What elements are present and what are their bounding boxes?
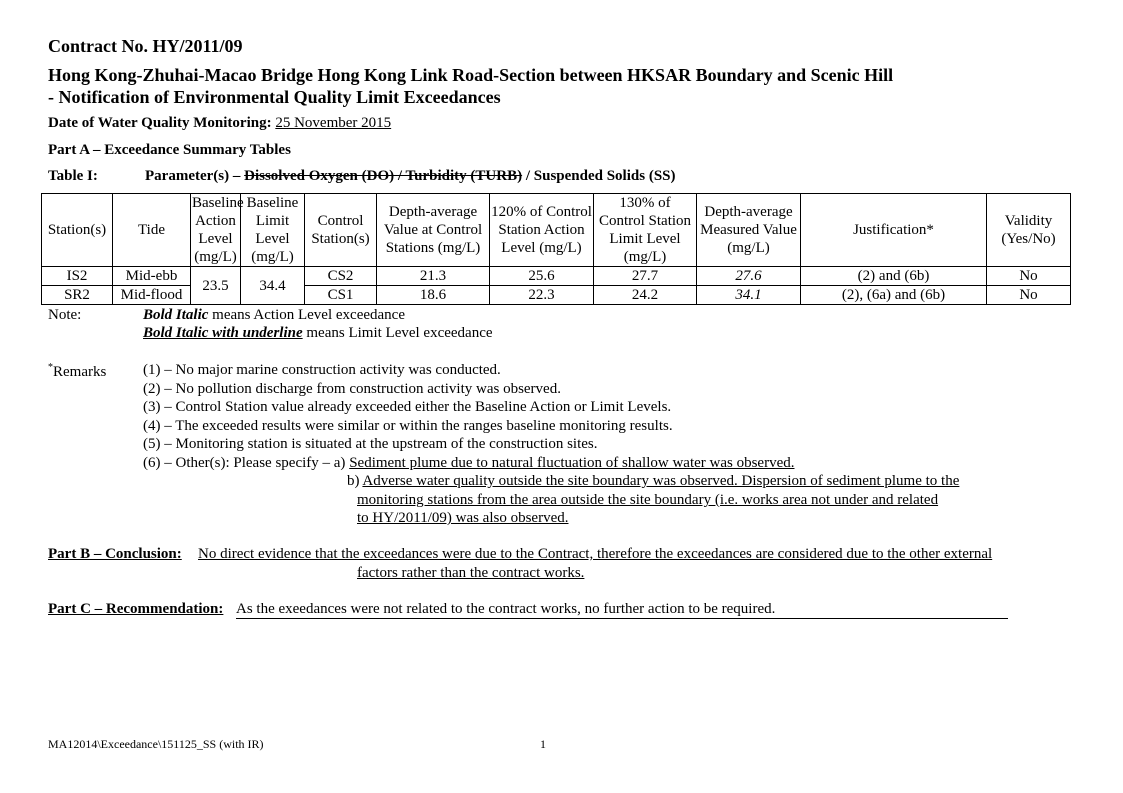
cell-baseline-action: 23.5 bbox=[191, 267, 241, 305]
part-c-recommendation: As the exeedances were not related to the contract works, no further action to be required. bbox=[236, 601, 1008, 619]
monitoring-date-label: Date of Water Quality Monitoring: bbox=[48, 115, 272, 131]
remark-5: (5) – Monitoring station is situated at the upstream of the construction sites. bbox=[143, 436, 598, 452]
cell-control-station: CS2 bbox=[305, 267, 377, 286]
note-label: Note: bbox=[48, 307, 82, 323]
exceedance-table bbox=[41, 193, 1071, 305]
part-b-conclusion-line2: factors rather than the contract works. bbox=[357, 565, 585, 581]
remark-4: (4) – The exceeded results were similar or within the ranges baseline monitoring results. bbox=[143, 418, 673, 434]
remarks-label bbox=[48, 362, 106, 381]
remark-3: (3) – Control Station value already exceeded either the Baseline Action or Limit Levels. bbox=[143, 399, 672, 415]
cell-measured-action-exceedance: 34.1 bbox=[697, 286, 801, 305]
cell-limit-130: 27.7 bbox=[594, 267, 697, 286]
header-control-value: Depth-average Value at Control Stations (mg/L) bbox=[377, 194, 490, 267]
monitoring-date-value: 25 November 2015 bbox=[275, 115, 392, 131]
cell-tide: Mid-ebb bbox=[113, 267, 191, 286]
header-station: Station(s) bbox=[42, 194, 113, 267]
cell-control-value: 18.6 bbox=[377, 286, 490, 305]
footer-file-reference: MA12014\Exceedance\151125_SS (with IR) bbox=[48, 737, 264, 751]
cell-station: IS2 bbox=[42, 267, 113, 286]
remark-6a: Sediment plume due to natural fluctuation of shallow water was observed. bbox=[349, 455, 795, 471]
table-label: Table I: bbox=[48, 168, 98, 184]
cell-limit-130: 24.2 bbox=[594, 286, 697, 305]
remark-1: (1) – No major marine construction activity was conducted. bbox=[143, 362, 501, 378]
header-limit-130: 130% of Control Station Limit Level (mg/L) bbox=[594, 194, 697, 267]
cell-action-120: 22.3 bbox=[490, 286, 594, 305]
note-action-text: means Action Level exceedance bbox=[208, 307, 405, 323]
page-number: 1 bbox=[540, 737, 546, 751]
part-b-label: Part B – Conclusion: bbox=[48, 546, 182, 562]
table-header-row bbox=[42, 194, 1071, 267]
table-caption bbox=[145, 168, 676, 185]
header-control-station: Control Station(s) bbox=[305, 194, 377, 267]
table-row bbox=[42, 267, 1071, 286]
note-action-level bbox=[143, 307, 405, 324]
note-action-emphasis: Bold Italic bbox=[143, 307, 209, 323]
remark-6 bbox=[143, 455, 795, 472]
header-baseline-action: Baseline Action Level (mg/L) bbox=[192, 195, 244, 265]
remark-6b-line3: to HY/2011/09) was also observed. bbox=[357, 510, 569, 526]
header-justification: Justification* bbox=[801, 194, 987, 267]
caption-suffix: / Suspended Solids (SS) bbox=[522, 168, 676, 184]
contract-number: Contract No. HY/2011/09 bbox=[48, 36, 243, 56]
document-subtitle: - Notification of Environmental Quality Limit Exceedances bbox=[48, 87, 501, 107]
cell-justification: (2) and (6b) bbox=[801, 267, 987, 286]
header-tide: Tide bbox=[113, 194, 191, 267]
cell-justification: (2), (6a) and (6b) bbox=[801, 286, 987, 305]
remarks-label-text: Remarks bbox=[53, 364, 107, 380]
remarks-asterisk: * bbox=[48, 362, 53, 373]
remark-6b-line1: Adverse water quality outside the site boundary was observed. Dispersion of sediment plume to the bbox=[362, 473, 960, 489]
cell-action-120: 25.6 bbox=[490, 267, 594, 286]
header-baseline-limit: Baseline Limit Level (mg/L) bbox=[241, 194, 305, 267]
remark-6-prefix: (6) – Other(s): Please specify – a) bbox=[143, 455, 350, 471]
cell-baseline-limit: 34.4 bbox=[241, 267, 305, 305]
note-limit-level bbox=[143, 325, 493, 342]
cell-control-station: CS1 bbox=[305, 286, 377, 305]
document-title: Hong Kong-Zhuhai-Macao Bridge Hong Kong Link Road-Section between HKSAR Boundary and Scenic Hill bbox=[48, 65, 894, 85]
header-measured: Depth-average Measured Value (mg/L) bbox=[697, 194, 801, 267]
cell-validity: No bbox=[987, 286, 1071, 305]
cell-tide: Mid-flood bbox=[113, 286, 191, 305]
remark-6b-prefix: b) bbox=[347, 473, 363, 489]
header-validity: Validity (Yes/No) bbox=[987, 194, 1071, 267]
remark-2: (2) – No pollution discharge from construction activity was observed. bbox=[143, 381, 561, 397]
note-limit-emphasis: Bold Italic with underline bbox=[143, 325, 303, 341]
part-b-conclusion-line1: No direct evidence that the exceedances were due to the Contract, therefore the exceedances are considered due to the other external bbox=[198, 546, 993, 562]
monitoring-date bbox=[48, 115, 391, 132]
cell-validity: No bbox=[987, 267, 1071, 286]
cell-measured-action-exceedance: 27.6 bbox=[697, 267, 801, 286]
cell-station: SR2 bbox=[42, 286, 113, 305]
header-action-120: 120% of Control Station Action Level (mg/L) bbox=[490, 194, 594, 267]
part-a-heading: Part A – Exceedance Summary Tables bbox=[48, 142, 291, 158]
part-c-label: Part C – Recommendation: bbox=[48, 601, 224, 617]
cell-control-value: 21.3 bbox=[377, 267, 490, 286]
caption-prefix: Parameter(s) – bbox=[145, 168, 245, 184]
remark-6b-line2: monitoring stations from the area outside the site boundary (i.e. works area not under and related bbox=[357, 492, 939, 508]
remark-6b bbox=[347, 473, 959, 490]
note-limit-text: means Limit Level exceedance bbox=[302, 325, 493, 341]
caption-struck-parameters: Dissolved Oxygen (DO) / Turbidity (TURB) bbox=[244, 168, 523, 184]
